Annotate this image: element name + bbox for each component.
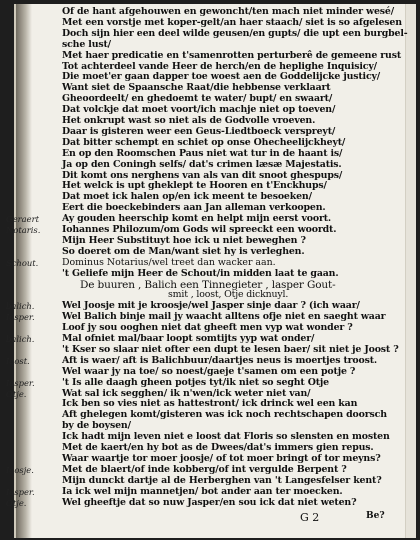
verse-text: Loof jy sou ooghen niet dat gheeft men vyp wat wonder ? xyxy=(62,322,353,334)
verse-text: Het welck is upt gheklept te Hooren en t'Enckhups/ xyxy=(62,180,327,192)
verse-text: Want siet de Spaansche Raat/die hebbense verklaart xyxy=(62,82,331,94)
speaker-label: Otje. xyxy=(6,388,27,399)
verse-text: Wel Joosje mit je kroosje/wel Jasper sinje daar ? (ich waar/ xyxy=(62,300,360,312)
verse-text: Met haer predicatie en t'samenrotten perturberê de gemeene rust xyxy=(62,49,402,61)
speaker-label: balich. xyxy=(6,334,35,344)
verse-text: Mal ofniet mal/baar loopt somtijts yyp wat onder/ xyxy=(62,333,315,344)
verse-text: Doch sijn hier een deel wilde geusen/en gupts/ die upt een burgbel- xyxy=(62,27,408,39)
verse-text: Wel gheeftje dat so nuw Jasper/en sou ick dat niet weten? xyxy=(62,496,357,508)
verse-text: Wel waar jy na toe/ so noest/gaeje t'samen om een potje ? xyxy=(62,365,356,377)
verse-text: Of de hant afgehouwen en gewoncht/ten mach niet minder wesé/ xyxy=(62,6,394,17)
verse-text: by de boysen/ xyxy=(62,420,131,432)
speaker-label: Ioosje. xyxy=(6,464,34,475)
verse-text: Gheoordeelt/ en ghedoemt te water/ bupt/ en swaart/ xyxy=(62,93,333,105)
verse-text: Ick hadt mijn leven niet e loost dat Floris so slensten en mosten xyxy=(62,431,390,443)
verse-text: 't Kser so slaar niet ofter een dupt te lesen baer/ sit niet je Joost ? xyxy=(62,343,399,355)
verse-text: Waar waartje tor moer joosje/ of tot moer bringt of tor meyns? xyxy=(62,452,381,464)
verse-text: Het onkrupt wast so niet als de Godvolle vroeven. xyxy=(62,115,316,126)
speaker-label: Geraert xyxy=(6,214,39,225)
verse-text: Die moet'er gaan dapper toe woest aen de Goddelijcke justicy/ xyxy=(62,71,381,83)
verse-text: smit , loost, Otje dicknuyl. xyxy=(168,289,289,301)
text-line xyxy=(0,497,420,509)
speaker-label: Schout. xyxy=(6,257,39,268)
speaker-label: balich. xyxy=(6,301,35,312)
speaker-label: Otje. xyxy=(6,497,27,508)
verse-text: Tot achterdeel vande Heer de herch/en de heplighe Inquisicy/ xyxy=(62,60,377,72)
verse-text: Iohannes Philozum/om Gods wil spreeckt een woordt. xyxy=(62,224,337,235)
verse-text: De buuren , Balich een Tinnegieter , lasper Gout- xyxy=(80,278,336,291)
verse-text: En op den Roomschen Paus niet wat tur in de haant is/ xyxy=(62,147,343,159)
verse-text: Wat sal ick segghen/ ik n'wen/ick weter niet van/ xyxy=(62,387,311,399)
verse-text: Eert die boeckebinders aan Jan alleman verkoopen. xyxy=(62,202,326,214)
verse-text: 't Is alle daagh gheen potjes tyt/ik niet so seght Otje xyxy=(62,376,329,388)
verse-text: Dominus Notarius/wel treet dan wacker aan. xyxy=(62,256,276,268)
verse-text: Daar is gisteren weer een Geus-Liedtboeck verspreyt/ xyxy=(62,125,336,137)
verse-text: Dat moet ick halen op/en ick meent te besoeken/ xyxy=(62,191,312,203)
verse-text: Met de blaert/of inde kobberg/of int vergulde Berpent ? xyxy=(62,463,347,475)
verse-text: Met de kaert/en hy bot as de Dwees/dat's immers gien repus. xyxy=(62,442,374,453)
speaker-label: Iasper. xyxy=(6,377,35,388)
verse-text: Met een vorstje met koper-gelt/an haer staach/ siet is so afgelesen xyxy=(62,16,402,28)
verse-text: Aft is waer/ aft is Balichbuur/daartjes neus is moertjes troost. xyxy=(62,354,378,366)
verse-text: Ick ben so vies niet as hattestront/ ick drinck wel een kan xyxy=(62,398,358,410)
verse-text: Aft ghelegen komt/gisteren was ick noch rechtschapen doorsch xyxy=(62,409,387,421)
catchword: Be? xyxy=(366,511,385,521)
verse-text: Wel Balich binje mail jy waacht alltens ofje niet en saeght waar xyxy=(62,311,386,323)
verse-text: Mijn Heer Substituyt hoe ick u niet beweghen ? xyxy=(62,234,306,246)
signature-mark: G 2 xyxy=(300,511,320,524)
verse-text: Ay gouden heerschip komt en helpt mijn eerst voort. xyxy=(62,213,332,225)
verse-text: Mijn dunckt dartje al de Herberghen van 't Langesfelser kent? xyxy=(62,474,382,486)
verse-text: Dat bitter schempt en schiet op onse Ohecheelijckheyt/ xyxy=(62,136,346,148)
verse-text: Ia ick wel mijn mannetjen/ bot ander aan ter moecken. xyxy=(62,485,343,497)
verse-text: So doeret om de Man/want siet hy is verleghen. xyxy=(62,245,305,257)
speaker-label: Notaris. xyxy=(6,225,41,235)
verse-text: sche lust/ xyxy=(62,38,111,50)
verse-text: Dat volckje dat moet voort/ich machje niet op toeven/ xyxy=(62,104,336,116)
verse-text: Dit komt ons nerghens van als van dit snoot ghespups/ xyxy=(62,169,343,181)
verse-text: 't Geliefe mijn Heer de Schout/in midden laat te gaan. xyxy=(62,267,339,279)
speaker-label: Iasper. xyxy=(6,312,35,323)
speaker-label: Iasper. xyxy=(6,486,35,497)
speaker-label: Ioost. xyxy=(6,355,30,366)
verse-text: Ja op den Coningh selfs/ dat's crimen læsæ Majestatis. xyxy=(62,158,342,170)
